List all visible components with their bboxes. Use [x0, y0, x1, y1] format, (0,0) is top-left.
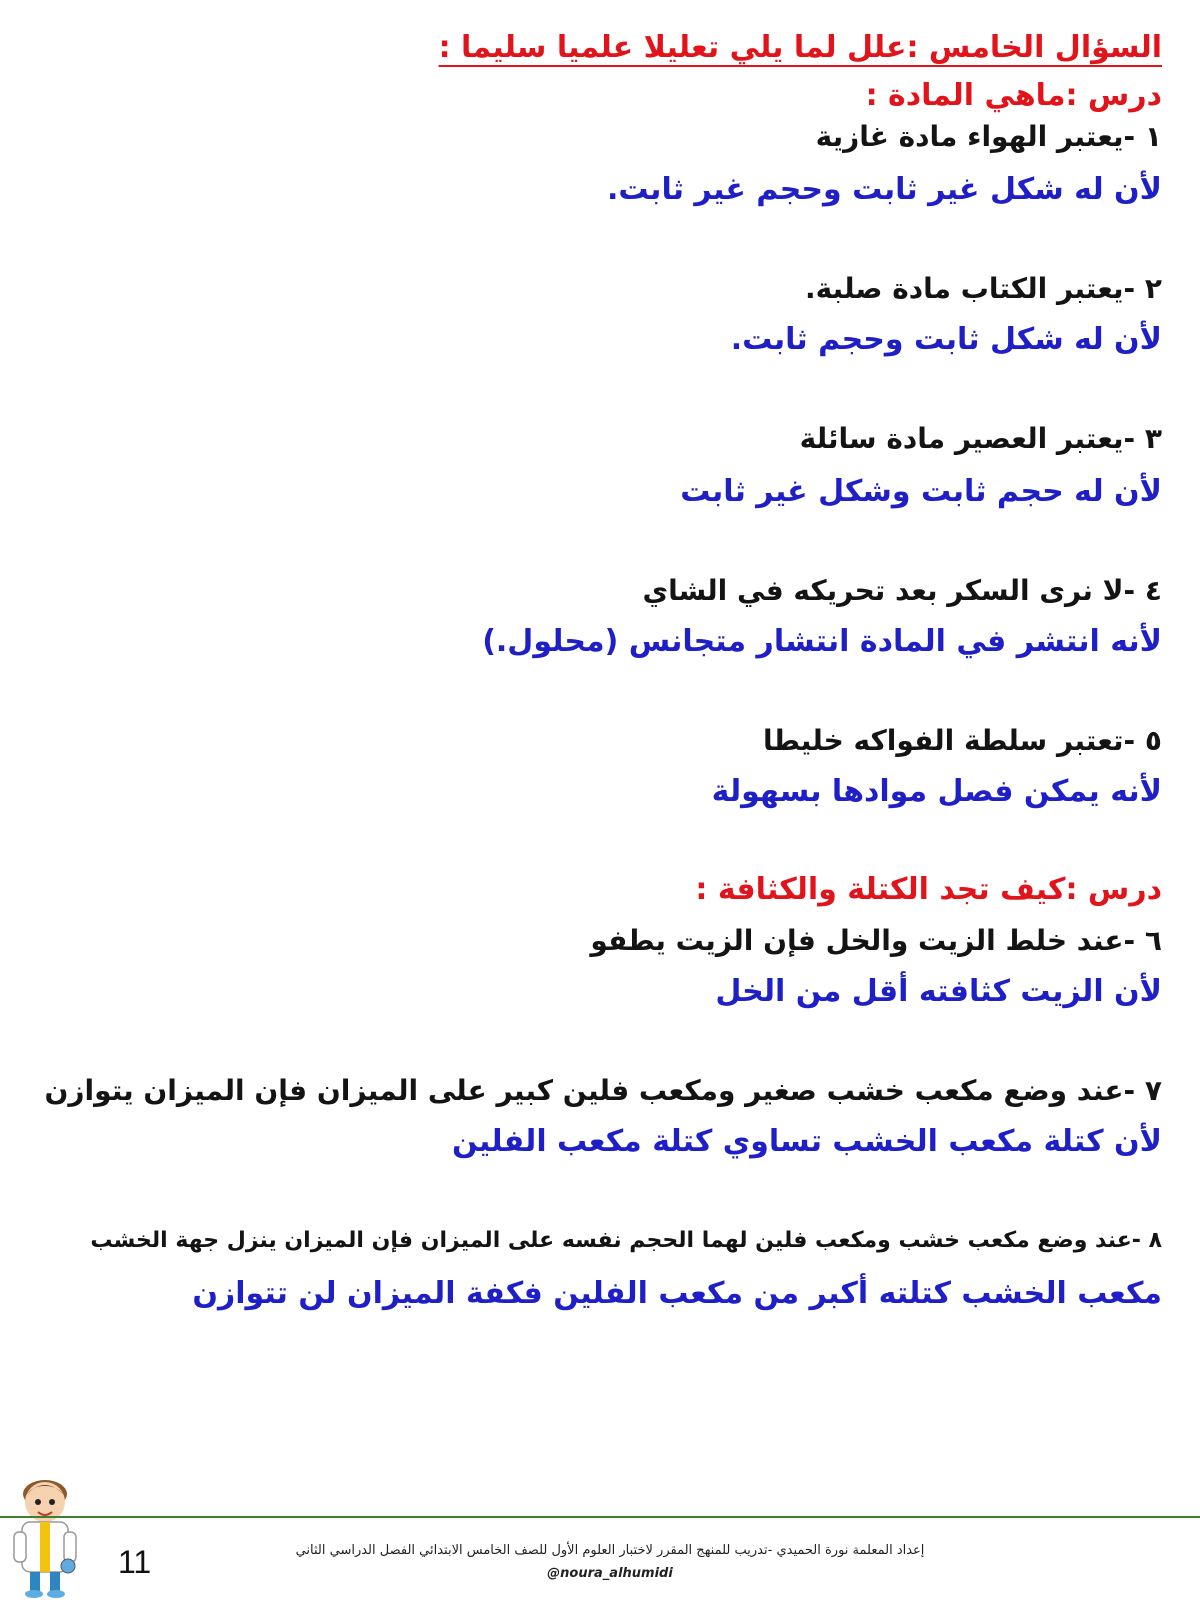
answer-2: لأن له شكل ثابت وحجم ثابت. [730, 322, 1162, 357]
question-8: ٨ -عند وضع مكعب خشب ومكعب فلين لهما الحجم نفسه على الميزان فإن الميزان ينزل جهة الخشب [90, 1228, 1162, 1253]
question-5: ٥ -تعتبر سلطة الفواكه خليطا [762, 724, 1162, 757]
question-6: ٦ -عند خلط الزيت والخل فإن الزيت يطفو [590, 924, 1162, 957]
footer-credit: إعداد المعلمة نورة الحميدي -تدريب للمنهج المقرر لاختبار العلوم الأول للصف الخامس الابتدائي الفصل الدراسي الثاني [295, 1543, 925, 1558]
footer-handle: @noura_alhumidi [547, 1566, 673, 1581]
answer-3: لأن له حجم ثابت وشكل غير ثابت [680, 474, 1162, 509]
question-2: ٢ -يعتبر الكتاب مادة صلبة. [804, 272, 1162, 305]
lesson-heading-2: درس :كيف تجد الكتلة والكثافة : [695, 872, 1162, 907]
lesson-heading-1: درس :ماهي المادة : [865, 78, 1162, 113]
question-7: ٧ -عند وضع مكعب خشب صغير ومكعب فلين كبير على الميزان فإن الميزان يتوازن [44, 1074, 1162, 1107]
footer-divider [0, 1516, 1200, 1518]
answer-5: لأنه يمكن فصل موادها بسهولة [711, 774, 1162, 809]
answer-7: لأن كتلة مكعب الخشب تساوي كتلة مكعب الفلين [451, 1124, 1162, 1159]
page-number: 11 [118, 1544, 152, 1580]
question-4: ٤ -لا نرى السكر بعد تحريكه في الشاي [642, 574, 1162, 607]
question-3: ٣ -يعتبر العصير مادة سائلة [799, 422, 1162, 455]
answer-4: لأنه انتشر في المادة انتشار متجانس (محلول.) [482, 624, 1162, 659]
answer-8: مكعب الخشب كتلته أكبر من مكعب الفلين فكفة الميزان لن تتوازن [192, 1276, 1162, 1311]
question-1: ١ -يعتبر الهواء مادة غازية [815, 120, 1162, 153]
section-title: السؤال الخامس :علل لما يلي تعليلا علميا سليما : [438, 30, 1162, 65]
answer-1: لأن له شكل غير ثابت وحجم غير ثابت. [607, 172, 1162, 207]
answer-6: لأن الزيت كثافته أقل من الخل [715, 974, 1162, 1009]
scientist-kid-icon [0, 1462, 90, 1600]
